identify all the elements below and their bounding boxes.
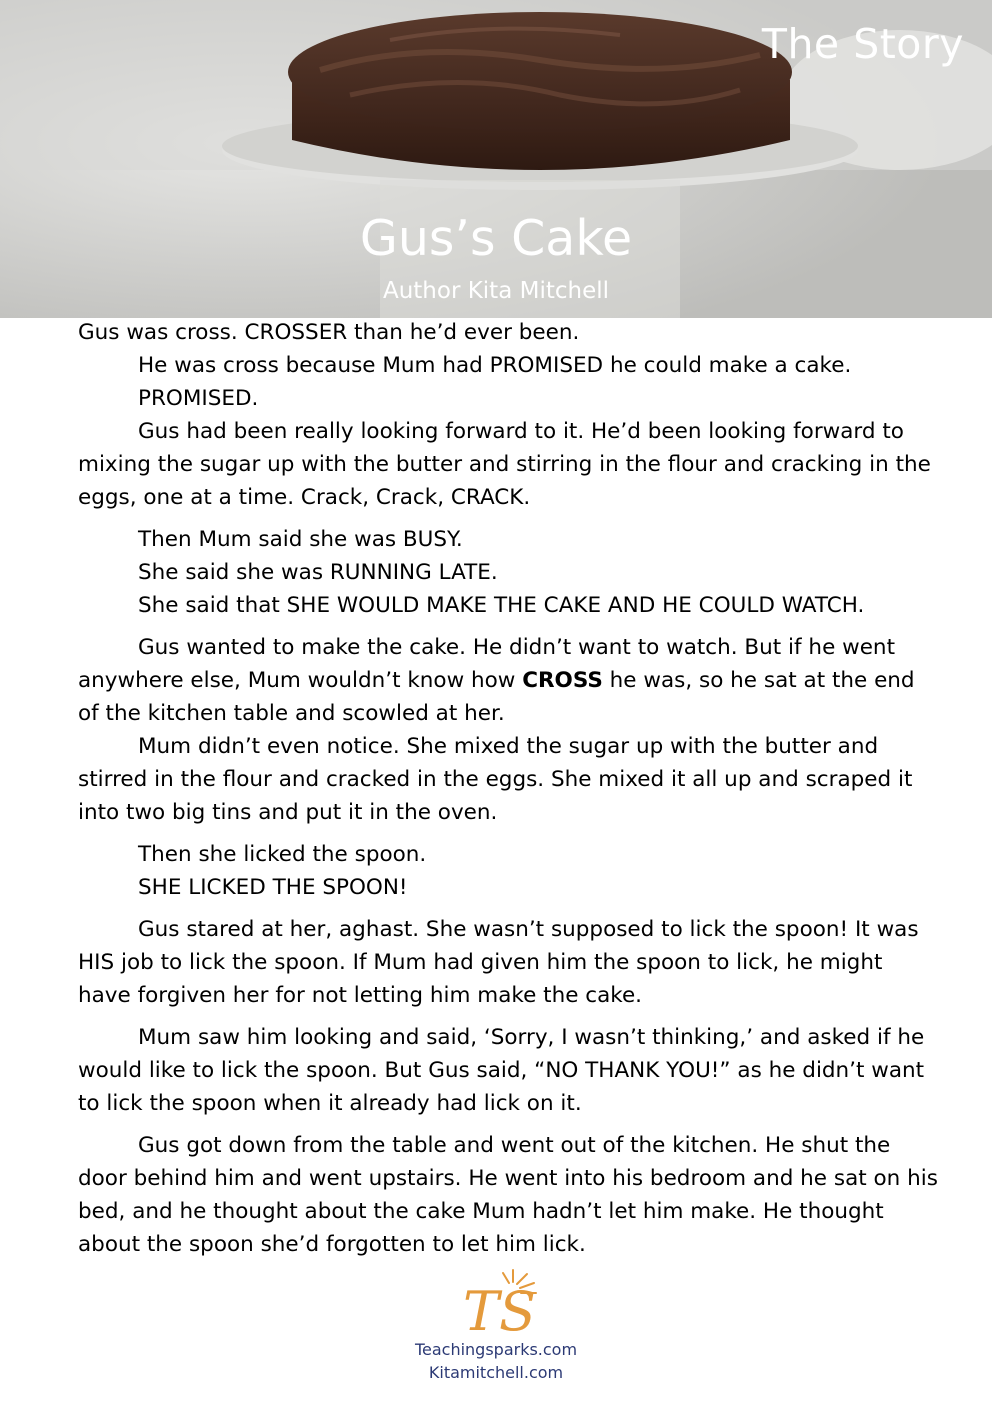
paragraph: Mum didn’t even notice. She mixed the sugar up with the butter and stirred in the flour and cracked in the eggs. She mixed it all up and scraped it into two big tins and put it in the oven. [78,734,913,825]
emphasis-word: CROSS [522,668,603,693]
paragraph: She said she was RUNNING LATE. [138,560,498,585]
paragraph-text: Gus wanted to make the cake. He didn’t want to watch. But if he went anywhere else, Mum wouldn’t know how [78,635,895,693]
website-link-teachingsparks[interactable]: Teachingsparks.com [414,1340,578,1359]
paragraph: He was cross because Mum had PROMISED he could make a cake. [138,353,852,378]
header-banner [0,0,992,318]
story-author: Author Kita Mitchell [382,278,610,304]
paragraph: Gus got down from the table and went out of the kitchen. He shut the door behind him and went upstairs. He went into his bedroom and he sat on his bed, and he thought about the cake Mum hadn’t let him make. He thought about the spoon she’d forgotten to let him lick. [78,1133,938,1257]
paragraph: Then she licked the spoon. [138,842,427,867]
story-title: Gus’s Cake [359,210,633,267]
paragraph: Gus stared at her, aghast. She wasn’t supposed to lick the spoon! It was HIS job to lick the spoon. If Mum had given him the spoon to lick, he might have forgiven her for not letting him make the cake. [78,917,919,1008]
teachingsparks-logo [441,1266,551,1338]
paragraph: Then Mum said she was BUSY. [138,527,463,552]
section-label: The Story [761,20,964,68]
paragraph: SHE LICKED THE SPOON! [138,875,408,900]
story-body [78,316,938,1261]
footer-logo-block [0,1266,992,1384]
paragraph: Gus was cross. CROSSER than he’d ever been. [78,320,580,345]
paragraph [78,631,938,730]
paragraph: Gus had been really looking forward to it. He’d been looking forward to mixing the sugar up with the butter and stirring in the flour and cracking in the eggs, one at a time. Crack, Crack, CRACK. [78,419,931,510]
paragraph: PROMISED. [138,386,259,411]
paragraph-text: he was, so he sat at the end of the kitchen table and scowled at her. [78,668,915,726]
logo-text: TS [463,1280,537,1338]
website-link-kitamitchell[interactable]: Kitamitchell.com [428,1363,564,1382]
paragraph: She said that SHE WOULD MAKE THE CAKE AND HE COULD WATCH. [138,593,865,618]
paragraph: Mum saw him looking and said, ‘Sorry, I wasn’t thinking,’ and asked if he would like to lick the spoon. But Gus said, “NO THANK YOU!” as he didn’t want to lick the spoon when it already had lick on it. [78,1025,925,1116]
